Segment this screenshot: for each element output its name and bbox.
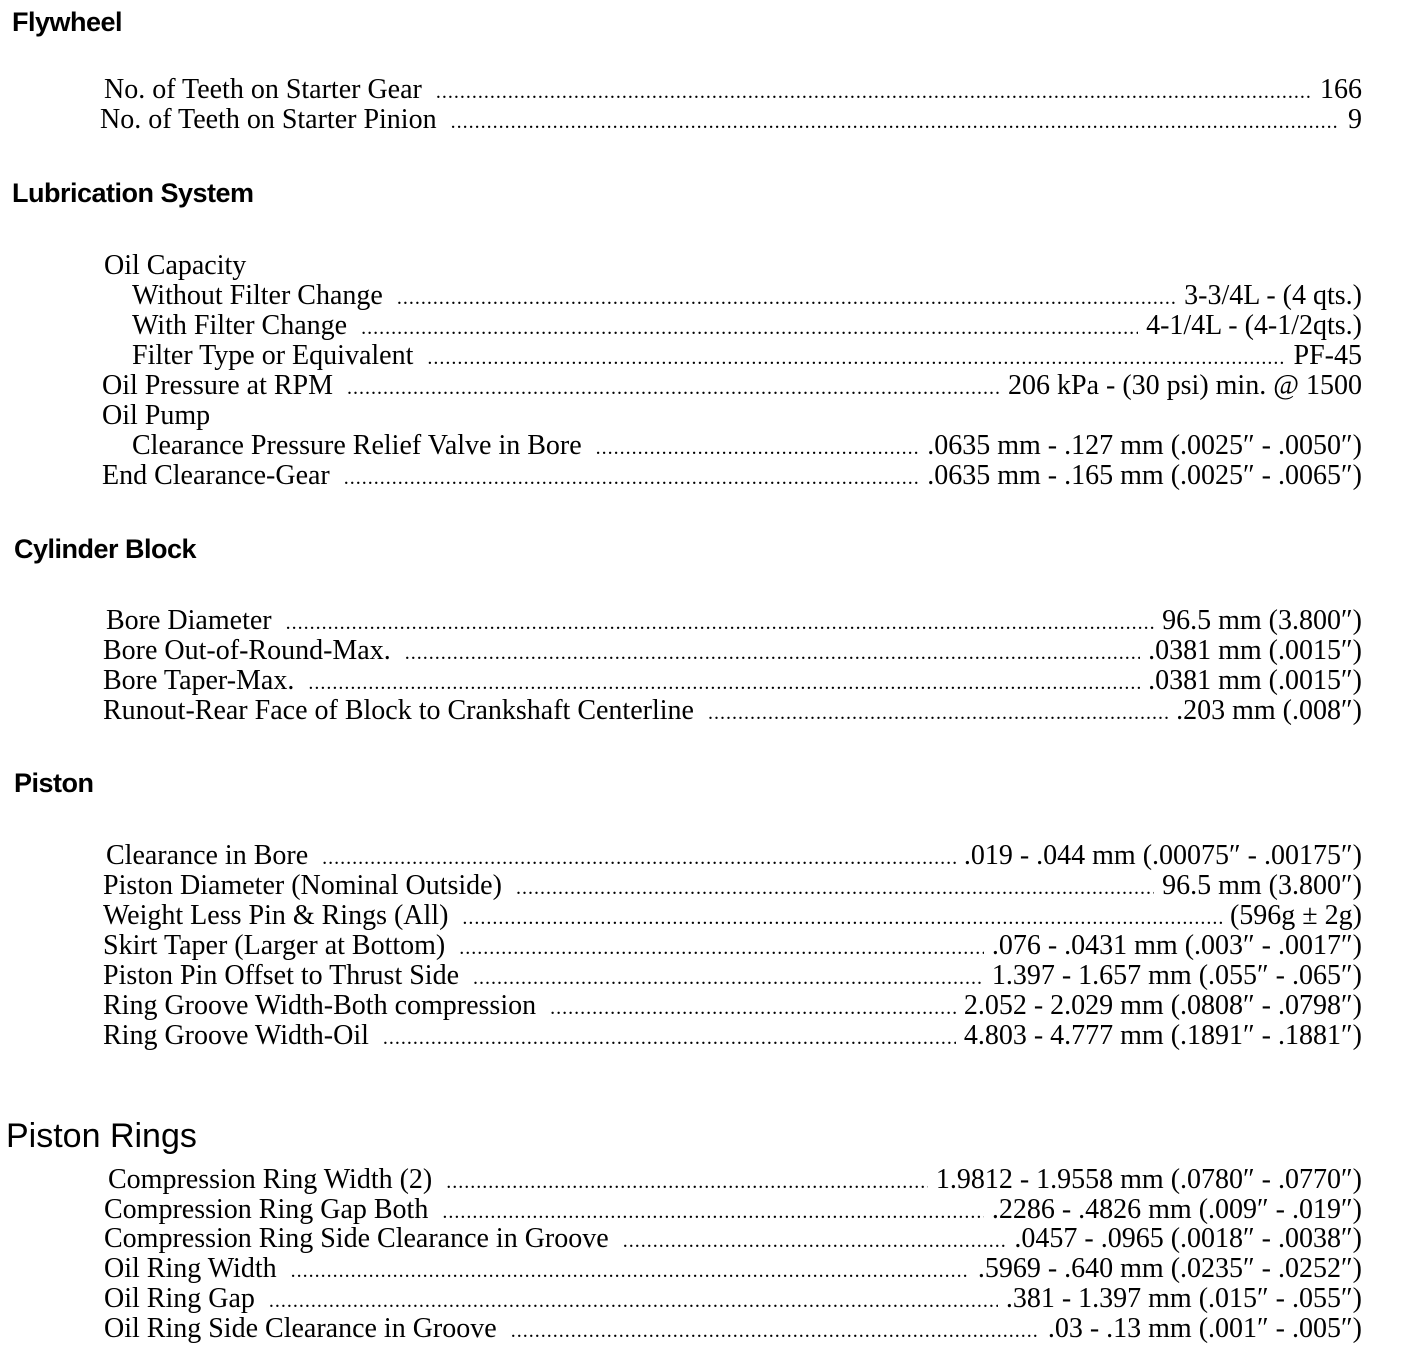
dot-leader	[291, 1256, 970, 1286]
dot-leader	[473, 963, 984, 993]
spec-label: Bore Taper-Max.	[103, 665, 295, 696]
spec-row-piston-diameter	[103, 871, 1362, 901]
spec-value: .019 - .044 mm (.00075″ - .00175″)	[963, 840, 1362, 871]
spec-value: 1.9812 - 1.9558 mm (.0780″ - .0770″)	[935, 1164, 1362, 1195]
dot-leader	[361, 313, 1138, 343]
dot-leader	[286, 608, 1155, 638]
spec-row-weight-less-pin	[103, 901, 1362, 931]
dot-leader	[269, 1286, 998, 1316]
spec-value: 166	[1320, 74, 1362, 105]
spec-label: Runout-Rear Face of Block to Crankshaft Centerline	[103, 695, 694, 726]
section-heading-lubrication-system: Lubrication System	[12, 178, 254, 208]
spec-label: End Clearance-Gear	[102, 460, 330, 491]
spec-row-pin-offset	[103, 961, 1362, 991]
dot-leader	[596, 433, 920, 463]
dot-leader	[383, 1023, 956, 1053]
dot-leader	[511, 1316, 1040, 1346]
spec-row-end-clearance-gear	[102, 461, 1362, 491]
spec-label: Piston Diameter (Nominal Outside)	[103, 870, 502, 901]
spec-row-oil-pump	[102, 401, 1362, 431]
dot-leader	[347, 373, 1000, 403]
spec-row-with-filter-change	[132, 311, 1362, 341]
dot-leader	[436, 77, 1312, 107]
spec-row-bore-diameter	[106, 606, 1362, 636]
spec-row-relief-valve-clearance	[132, 431, 1362, 461]
spec-label: Bore Diameter	[106, 605, 272, 636]
spec-label: Without Filter Change	[132, 280, 383, 311]
spec-value: 3-3/4L - (4 qts.)	[1184, 280, 1362, 311]
spec-value: .076 - .0431 mm (.003″ - .0017″)	[991, 930, 1362, 961]
dot-leader	[516, 873, 1154, 903]
spec-value: .0381 mm (.0015″)	[1148, 665, 1362, 696]
dot-leader	[322, 843, 956, 873]
spec-row-compression-ring-gap	[104, 1195, 1362, 1225]
dot-leader	[344, 463, 920, 493]
dot-leader	[623, 1226, 1007, 1256]
spec-label: Oil Pressure at RPM	[102, 370, 333, 401]
spec-value: .2286 - .4826 mm (.009″ - .019″)	[991, 1194, 1362, 1225]
spec-value: 4.803 - 4.777 mm (.1891″ - .1881″)	[963, 1020, 1362, 1051]
dot-leader	[397, 283, 1176, 313]
dot-leader	[708, 698, 1168, 728]
spec-label: With Filter Change	[132, 310, 348, 341]
spec-row-oil-ring-side-clearance	[104, 1314, 1362, 1344]
spec-row-bore-taper	[103, 666, 1362, 696]
spec-value: 206 kPa - (30 psi) min. @ 1500	[1008, 370, 1362, 401]
spec-row-compression-ring-side-clearance	[104, 1224, 1362, 1254]
spec-value: 4-1/4L - (4-1/2qts.)	[1146, 310, 1362, 341]
spec-row-runout-rear-face	[103, 696, 1362, 726]
spec-label: Skirt Taper (Larger at Bottom)	[103, 930, 446, 961]
spec-label: Clearance Pressure Relief Valve in Bore	[132, 430, 582, 461]
spec-value: 2.052 - 2.029 mm (.0808″ - .0798″)	[963, 990, 1362, 1021]
dot-leader	[550, 993, 956, 1023]
spec-label: Oil Ring Gap	[104, 1283, 255, 1314]
section-heading-flywheel: Flywheel	[12, 7, 123, 37]
spec-label: Oil Ring Side Clearance in Groove	[104, 1313, 497, 1344]
spec-row-groove-width-compression	[103, 991, 1362, 1021]
section-heading-piston: Piston	[14, 768, 94, 798]
section-heading-cylinder-block: Cylinder Block	[14, 534, 197, 564]
spec-row-starter-pinion-teeth	[100, 105, 1362, 135]
spec-value: .5969 - .640 mm (.0235″ - .0252″)	[977, 1253, 1362, 1284]
spec-value: 9	[1348, 104, 1362, 135]
spec-row-oil-pressure	[102, 371, 1362, 401]
spec-label: Piston Pin Offset to Thrust Side	[103, 960, 460, 991]
spec-row-oil-capacity	[104, 251, 1362, 281]
spec-value: 96.5 mm (3.800″)	[1162, 870, 1362, 901]
spec-value: .381 - 1.397 mm (.015″ - .055″)	[1005, 1283, 1362, 1314]
dot-leader	[451, 107, 1340, 137]
spec-label: No. of Teeth on Starter Pinion	[100, 104, 437, 135]
spec-row-starter-gear-teeth	[104, 75, 1362, 105]
spec-label: Compression Ring Gap Both	[104, 1194, 429, 1225]
dot-leader	[459, 933, 984, 963]
spec-row-without-filter-change	[132, 281, 1362, 311]
spec-label: Compression Ring Width (2)	[108, 1164, 433, 1195]
spec-value: .0635 mm - .165 mm (.0025″ - .0065″)	[927, 460, 1362, 491]
spec-row-groove-width-oil	[103, 1021, 1362, 1051]
spec-label: Oil Ring Width	[104, 1253, 277, 1284]
spec-label: Bore Out-of-Round-Max.	[103, 635, 391, 666]
dot-leader	[308, 668, 1140, 698]
spec-value: 1.397 - 1.657 mm (.055″ - .065″)	[991, 960, 1362, 991]
dot-leader	[446, 1167, 928, 1197]
dot-leader	[405, 638, 1140, 668]
spec-row-compression-ring-width	[108, 1165, 1362, 1195]
dot-leader	[427, 343, 1285, 373]
spec-label: Ring Groove Width-Both compression	[103, 990, 537, 1021]
spec-row-filter-type	[132, 341, 1362, 371]
spec-label: Oil Capacity	[104, 250, 247, 281]
spec-label: Filter Type or Equivalent	[132, 340, 414, 371]
spec-value: 96.5 mm (3.800″)	[1162, 605, 1362, 636]
spec-row-oil-ring-width	[104, 1254, 1362, 1284]
spec-label: Clearance in Bore	[106, 840, 309, 871]
section-heading-piston-rings: Piston Rings	[6, 1117, 197, 1155]
spec-value: (596g ± 2g)	[1229, 900, 1362, 931]
spec-value: .0635 mm - .127 mm (.0025″ - .0050″)	[927, 430, 1362, 461]
spec-row-skirt-taper	[103, 931, 1362, 961]
spec-label: Weight Less Pin & Rings (All)	[103, 900, 449, 931]
spec-row-clearance-in-bore	[106, 841, 1362, 871]
spec-row-oil-ring-gap	[104, 1284, 1362, 1314]
spec-value: .0381 mm (.0015″)	[1148, 635, 1362, 666]
spec-value: .03 - .13 mm (.001″ - .005″)	[1047, 1313, 1362, 1344]
spec-value: PF-45	[1293, 340, 1362, 371]
spec-label: No. of Teeth on Starter Gear	[104, 74, 422, 105]
spec-value: .203 mm (.008″)	[1176, 695, 1362, 726]
spec-label: Ring Groove Width-Oil	[103, 1020, 369, 1051]
spec-label: Compression Ring Side Clearance in Groove	[104, 1223, 609, 1254]
spec-value: .0457 - .0965 (.0018″ - .0038″)	[1014, 1223, 1362, 1254]
dot-leader	[462, 903, 1222, 933]
spec-label: Oil Pump	[102, 400, 211, 431]
spec-row-bore-out-of-round	[103, 636, 1362, 666]
